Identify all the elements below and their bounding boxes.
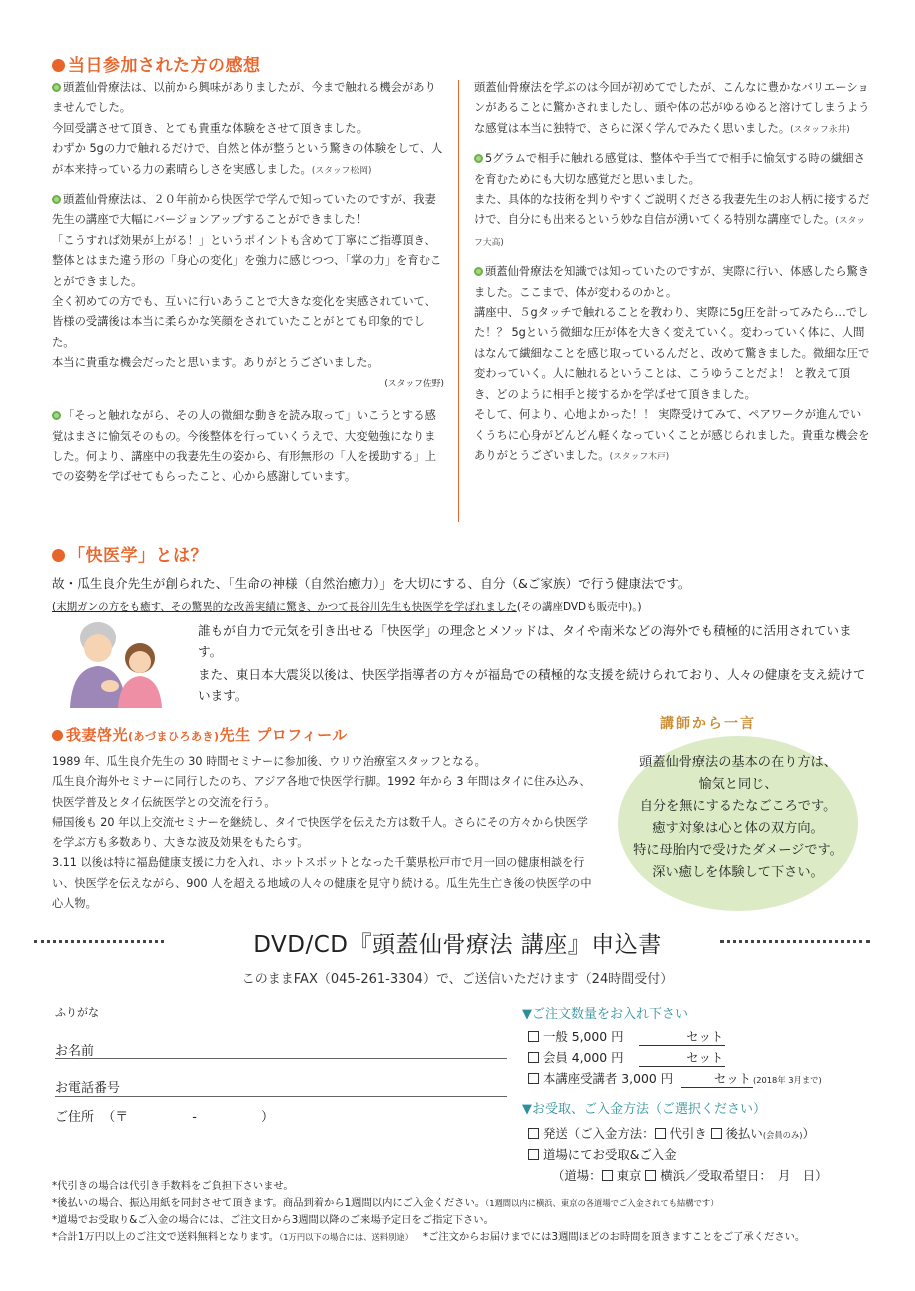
green-bullet-icon <box>52 411 61 420</box>
green-bullet-icon <box>474 267 483 276</box>
impressions-right-column <box>474 78 870 476</box>
kai-igaku-line1: 故・瓜生良介先生が創られた、「生命の神様（自然治癒力）」を大切にする、自分（&ご家族）で行う健康法です。 <box>52 576 691 591</box>
orange-dot-icon <box>52 549 65 562</box>
quantity-heading: ▼ご注文数量をお入れ下さい <box>522 1007 688 1022</box>
quantity-blank[interactable]: セット <box>681 1069 753 1088</box>
kai-igaku-para1: 誰もが自力で元気を引き出せる「快医学」の理念とメソッドは、タイや南米などの海外でも積極的に活用されています。 <box>198 623 852 659</box>
order-notes: *代引きの場合は代引き手数料をご負担下さいませ。 *後払いの場合、振込用紙を同封させて頂きます。商品到着から1週間以内にご入金ください。（1週間以内に横浜、東京の各道場でご入金されても結構です） *道場でお受取り&ご入金の場合には、ご注文日から3週間以降のご来場予定日をご指定下さい。 *合計1万円以上のご注文で送料無料となります。（1万円以下の場合には、送料別途） *ご注文からお届けまでには3週間ほどのお時間を頂きますことをご了承ください。 <box>52 1180 806 1243</box>
quantity-blank[interactable]: セット <box>639 1027 725 1046</box>
checkbox[interactable] <box>528 1073 539 1084</box>
fax-instructions: このままFAX（045-261-3304）で、ご送信いただけます（24時間受付） <box>241 972 674 987</box>
green-bullet-icon <box>52 83 61 92</box>
kai-igaku-line2: (末期ガンの方をも癒す、その驚異的な改善実績に驚き、かつて長谷川先生も快医学を学ばれました(その講座DVDも販売中)。) <box>52 601 642 613</box>
impressions-left-column <box>52 78 444 497</box>
checkbox[interactable] <box>655 1128 666 1139</box>
name-label[interactable]: お名前 <box>55 1044 95 1059</box>
option-general[interactable]: 一般 5,000 円 セット <box>528 1027 725 1046</box>
kai-igaku-para2: また、東日本大震災以後は、快医学指導者の方々が福島での積極的な支援を続けられており、人々の健康を支え続けています。 <box>198 667 866 703</box>
instructor-message-title: 講師から一言 <box>660 716 756 732</box>
address-label[interactable]: ご住所 （〒 - ） <box>55 1110 275 1125</box>
name-field-line[interactable] <box>55 1058 507 1059</box>
order-form-title: DVD/CD『頭蓋仙骨療法 講座』申込書 <box>253 932 662 958</box>
instructor-message: 頭蓋仙骨療法の基本の在り方は、 愉気と同じ、 自分を無にするたなごころです。 癒す対象は心と体の双方向。 特に母胎内で受けたダメージです。 深い癒しを体験して下さい。 <box>633 755 843 880</box>
furigana-label: ふりがな <box>55 1006 99 1019</box>
comment-nagai: 頭蓋仙骨療法を学ぶのは今回が初めてでしたが、こんなに豊かなバリエーションがあることに驚かされましたし、頭や体の芯がゆるゆると溶けてしまうような感覚は本当に独特で、さらに深く学んでみたく思いました。(スタッフ永井) <box>474 81 870 135</box>
profile-body: 1989 年、瓜生良介先生の 30 時間セミナーに参加後、ウリウ治療室スタッフとなる。 瓜生良介海外セミナーに同行したのち、アジア各地で快医学行脚。1992 年から 3 年間はタイに住み込み、快医学普及とタイ伝統医学との交流を行う。 帰国後も 20 年以上交流セミナーを継続し、タイで快医学を伝えた方は数千人。さらにその方々から快医学を学ぶ方も多数あり、大きな波及効果をもたらす。 3.11 以後は特に福島健康支援に力を入れ、ホットスポットとなった千葉県松戸市で月一回の健康相談を行い、快医学を伝えながら、900 人を超える地域の人々の健康を見守り続ける。瓜生先生亡き後の快医学の中心人物。 <box>52 755 592 911</box>
option-attendee[interactable]: 本講座受講者 3,000 円 セット (2018年 3月まで) <box>528 1069 822 1088</box>
comment-matsuoka: 頭蓋仙骨療法は、以前から興味がありましたが、今まで触れる機会がありませんでした。 今回受講させて頂き、とても貴重な体験をさせて頂きました。 わずか 5gの力で触れるだけで、自然と体が整うという驚きの体験をして、人が本来持っている力の素晴らしさを実感しました。(スタッフ松岡) <box>52 81 443 176</box>
checkbox[interactable] <box>528 1149 539 1160</box>
green-bullet-icon <box>474 154 483 163</box>
checkbox[interactable] <box>528 1031 539 1042</box>
checkbox[interactable] <box>711 1128 722 1139</box>
option-member[interactable]: 会員 4,000 円 セット <box>528 1048 725 1067</box>
profile-title: 我妻啓光(あづまひろあき)先生 プロフィール <box>52 724 348 745</box>
grandmother-child-illustration <box>50 616 190 708</box>
orange-dot-icon <box>52 59 65 72</box>
phone-field-line[interactable] <box>55 1096 507 1097</box>
column-divider <box>458 80 459 522</box>
orange-dot-icon <box>52 730 63 741</box>
section-title-kai-igaku: 「快医学」とは？ <box>52 541 208 566</box>
phone-label[interactable]: お電話番号 <box>55 1081 121 1096</box>
comment-sano: 頭蓋仙骨療法は、２０年前から快医学で学んで知っていたのですが、我妻先生の講座で大幅にバージョンアップすることができました！ 「こうすれば効果が上がる！」というポイントも含めて丁寧にご指導頂き、整体とはまた違う形の「身心の変化」を強力に感じつつ、「掌の力」を育むことができました。 全く初めての方でも、互いに行いあうことで大きな変化を実感されていて、皆様の受講後は本当に柔らかな笑顔をされていたことがとても印象的でした。 本当に貴重な機会だったと思います。ありがとうございました。 (スタッフ佐野) <box>52 193 444 389</box>
checkbox[interactable] <box>528 1052 539 1063</box>
comment-kido: 頭蓋仙骨療法を知識では知っていたのですが、実際に行い、体感したら驚きました。ここまで、体が変わるのかと。 講座中、５gタッチで触れることを教わり、実際に5g圧を計ってみたら…でした！？ 5gという微細な圧が体を大きく変えていく。変わっていく体に、人間はなんて繊細なことを感じ取っているんだと、改めて驚きました。微細な圧で変わっていく。人に触れるということは、こうゆうことだよ！ と教えて頂き、どのように相手と接するかを学ばせて頂きました。 そして、何より、心地よかった！！ 実際受けてみて、ペアワークが進んでいくうちに心身がどんどん軽くなっていくことが感じられました。貴重な機会をありがとうございました。(スタッフ木戸) <box>474 265 870 462</box>
quantity-blank[interactable]: セット <box>639 1048 725 1067</box>
checkbox[interactable] <box>528 1128 539 1139</box>
green-bullet-icon <box>52 195 61 204</box>
section-title-impressions: 当日参加された方の感想 <box>52 51 261 76</box>
option-ship[interactable]: 発送（ご入金方法： 代引き 後払い(会員のみ)） <box>528 1124 815 1142</box>
option-dojo[interactable]: 道場にてお受取&ご入金 <box>528 1145 677 1163</box>
comment-otaka: 5グラムで相手に触れる感覚は、整体や手当てで相手に愉気する時の繊細さを育むためにも大切な感覚だと思いました。 また、具体的な技術を判りやすくご説明くださる我妻先生のお人柄に接するだけで、自分にも出来るという妙な自信が湧いてくる特別な講座でした。(スタッフ大高) <box>474 152 870 248</box>
payment-heading: ▼お受取、ご入金方法（ご選択ください） <box>522 1102 766 1117</box>
comment-unsigned: 「そっと触れながら、その人の微細な動きを読み取って」いこうとする感覚はまさに愉気そのもの。今後整体を行っていくうえで、大変勉強になりました。何より、講座中の我妻先生の姿から、有形無形の「人を援助する」上での姿勢を学ばせてもらったこと、心から感謝しています。 <box>52 409 437 484</box>
dojo-location[interactable]: （道場： 東京 横浜／受取希望日： 月 日） <box>552 1168 828 1183</box>
